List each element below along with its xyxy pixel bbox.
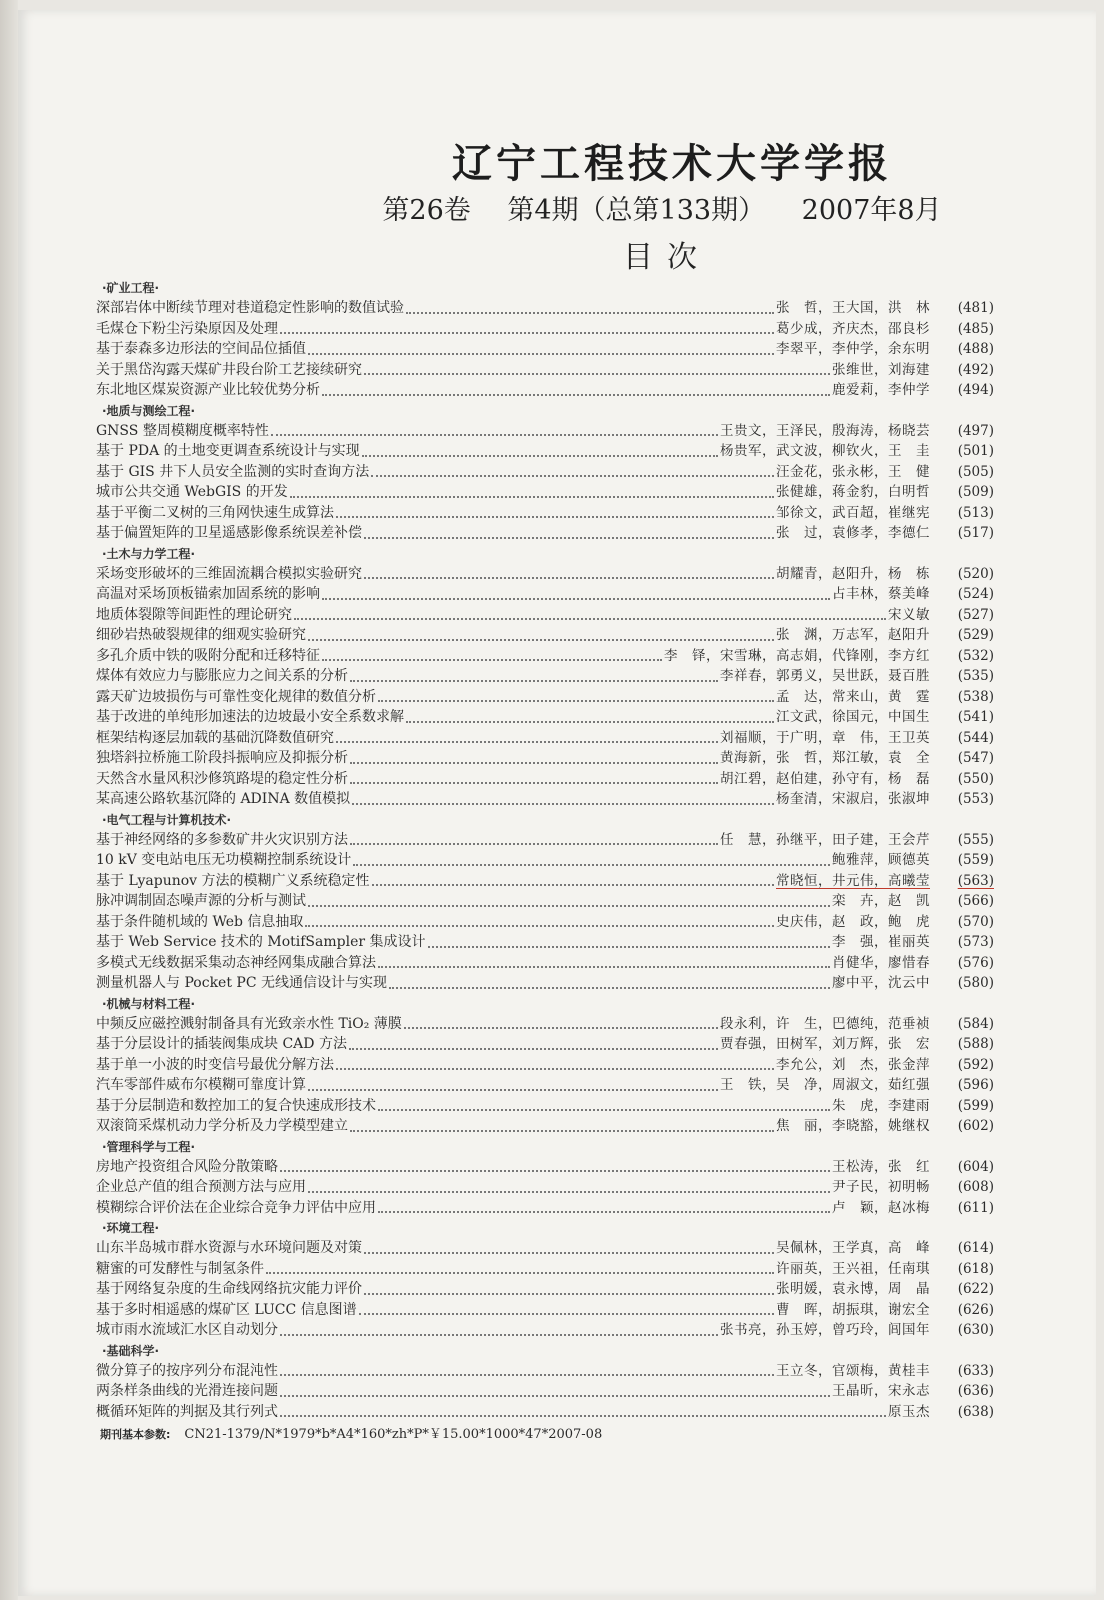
dot-leader — [378, 1109, 830, 1111]
article-authors: 张健雄，蒋金豹，白明哲 — [776, 484, 930, 500]
toc-entry[interactable] — [96, 1034, 994, 1055]
toc-entry[interactable] — [96, 973, 994, 994]
article-authors: 杨贵军，武文波，柳钦火，王 圭 — [720, 443, 930, 459]
dot-leader — [406, 721, 774, 723]
article-title: 框架结构逐层加载的基础沉降数值研究 — [96, 729, 334, 746]
toc-entry[interactable] — [96, 1198, 994, 1219]
page-number: (494) — [957, 382, 994, 398]
article-authors: 原玉杰 — [888, 1403, 930, 1420]
toc-entry[interactable] — [96, 1116, 994, 1137]
article-title: 山东半岛城市群水资源与水环境问题及对策 — [96, 1240, 362, 1256]
dot-leader — [322, 659, 662, 661]
toc-entry[interactable] — [96, 584, 994, 605]
page-number: (505) — [957, 463, 994, 480]
article-title: 城市公共交通 WebGIS 的开发 — [96, 484, 288, 500]
toc-entry[interactable] — [96, 891, 994, 912]
section-heading: ·机械与材料工程· — [102, 996, 196, 1011]
article-authors: 曹 晖，胡振琪，谢宏全 — [776, 1301, 930, 1318]
article-title: 东北地区煤炭资源产业比较优势分析 — [96, 382, 320, 398]
page-number: (524) — [957, 586, 994, 602]
toc-entry[interactable] — [96, 625, 994, 646]
toc-entry[interactable] — [96, 1238, 994, 1259]
page-number: (580) — [957, 975, 994, 991]
article-authors: 张 渊，万志军，赵阳升 — [776, 627, 930, 643]
page-number: (497) — [957, 422, 994, 439]
article-title: 基于 Lyapunov 方法的模糊广义系统稳定性 — [96, 872, 370, 889]
toc-entry[interactable] — [96, 380, 994, 401]
dot-leader — [322, 598, 830, 600]
dot-leader — [336, 1068, 774, 1070]
dot-leader — [336, 516, 774, 518]
article-title: 深部岩体中断续节理对巷道稳定性影响的数值试验 — [96, 300, 404, 316]
toc-entry[interactable] — [96, 646, 994, 667]
page-number: (599) — [957, 1097, 994, 1114]
page-number: (570) — [957, 913, 994, 930]
dot-leader — [322, 394, 830, 396]
article-authors: 王松涛，张 红 — [832, 1158, 930, 1175]
page-number: (535) — [957, 668, 994, 684]
dot-leader — [378, 700, 774, 702]
dot-leader — [280, 1415, 886, 1417]
article-authors: 栾 卉，赵 凯 — [832, 893, 930, 909]
toc-entry[interactable] — [96, 769, 994, 790]
issue-line — [110, 188, 1104, 227]
article-title: 基于 PDA 的土地变更调查系统设计与实现 — [96, 443, 360, 459]
article-authors: 王贵文，王泽民，殷海涛，杨晓芸 — [720, 422, 930, 439]
toc-entry[interactable] — [96, 523, 994, 544]
article-title: 糖蜜的可发酵性与制氢条件 — [96, 1260, 264, 1277]
page-number: (532) — [957, 647, 994, 664]
dot-leader — [308, 1191, 830, 1193]
dot-leader — [404, 1027, 718, 1029]
dot-leader — [280, 332, 774, 334]
article-title: 煤体有效应力与膨胀应力之间关系的分析 — [96, 668, 348, 684]
page-number: (481) — [957, 300, 994, 316]
section-heading: ·电气工程与计算机技术· — [102, 812, 232, 827]
dot-leader — [305, 925, 774, 927]
article-title: 汽车零部件威布尔模糊可靠度计算 — [96, 1077, 306, 1093]
toc-entry[interactable] — [96, 871, 994, 892]
article-title: 基于多时相遥感的煤矿区 LUCC 信息图谱 — [96, 1301, 357, 1318]
article-authors: 常晓恒，井元伟，高曦莹 — [776, 872, 930, 889]
article-authors: 李 铎，宋雪琳，高志娟，代锋刚，李方红 — [664, 647, 930, 664]
toc-entry[interactable] — [96, 1259, 994, 1280]
dot-leader — [266, 1272, 774, 1274]
article-authors: 黄海新，张 哲，郑江敏，袁 全 — [720, 750, 930, 766]
page-number: (608) — [957, 1179, 994, 1195]
article-title: 基于偏置矩阵的卫星遥感影像系统误差补偿 — [96, 525, 362, 541]
toc-entry[interactable] — [96, 441, 994, 462]
section-heading: ·管理科学与工程· — [102, 1139, 196, 1154]
article-authors: 王 铁，吴 净，周淑文，茹红强 — [720, 1077, 930, 1093]
article-authors: 占丰林，蔡美峰 — [832, 586, 930, 602]
page-number: (544) — [957, 729, 994, 746]
toc-entry[interactable] — [96, 1361, 994, 1382]
article-title: 概循环矩阵的判据及其行列式 — [96, 1403, 278, 1420]
article-title: 基于单一小波的时变信号最优分解方法 — [96, 1056, 334, 1073]
article-authors: 邹徐文，武百超，崔继宪 — [776, 504, 930, 521]
toc-entry[interactable] — [96, 748, 994, 769]
page-number: (573) — [957, 934, 994, 950]
toc-entry[interactable] — [96, 728, 994, 749]
page-number: (566) — [957, 893, 994, 909]
toc-entry[interactable] — [96, 789, 994, 810]
page-number: (563) — [957, 872, 994, 889]
article-title: 基于神经网络的多参数矿井火灾识别方法 — [96, 831, 348, 848]
article-authors: 张书亮，孙玉婷，曾巧玲，闾国年 — [720, 1322, 930, 1338]
dot-leader — [364, 1252, 774, 1254]
article-title: 基于条件随机域的 Web 信息抽取 — [96, 913, 304, 930]
toc-entry[interactable] — [96, 421, 994, 442]
article-title: 某高速公路软基沉降的 ADINA 数值模拟 — [96, 791, 351, 807]
journal-title: 辽宁工程技术大学学报 — [452, 140, 892, 187]
dot-leader — [350, 782, 718, 784]
journal-parameters — [96, 1424, 994, 1446]
article-title: 企业总产值的组合预测方法与应用 — [96, 1179, 306, 1195]
article-title: 独塔斜拉桥施工阶段抖振响应及抑振分析 — [96, 750, 348, 766]
dot-leader — [308, 639, 774, 641]
dot-leader — [280, 1170, 830, 1172]
dot-leader — [378, 966, 830, 968]
section-heading: ·基础科学· — [102, 1343, 160, 1358]
page-number: (485) — [957, 320, 994, 337]
page-number: (509) — [957, 484, 994, 500]
dot-leader — [364, 577, 774, 579]
page-number: (592) — [957, 1056, 994, 1073]
article-authors: 李祥春，郭勇义，吴世跃，聂百胜 — [720, 668, 930, 684]
toc-entry[interactable] — [96, 953, 994, 974]
article-authors: 李 强，崔丽英 — [832, 934, 930, 950]
article-title: 基于泰森多边形法的空间品位插值 — [96, 341, 306, 357]
toc-entry[interactable] — [96, 1300, 994, 1321]
article-authors: 史庆伟，赵 政，鲍 虎 — [776, 913, 930, 930]
article-title: 房地产投资组合风险分散策略 — [96, 1158, 278, 1175]
article-authors: 王立冬，官颂梅，黄桂丰 — [776, 1362, 930, 1379]
toc-entry[interactable] — [96, 1402, 994, 1423]
dot-leader — [308, 905, 830, 907]
page-number: (602) — [957, 1118, 994, 1134]
article-authors: 尹子民，初明畅 — [832, 1179, 930, 1195]
page-number: (550) — [957, 770, 994, 787]
toc-entry[interactable] — [96, 687, 994, 708]
article-authors: 朱 虎，李建雨 — [832, 1097, 930, 1114]
toc-entry[interactable] — [96, 912, 994, 933]
toc-entry[interactable] — [96, 1014, 994, 1035]
volume-number: 第26卷 — [382, 195, 471, 226]
page-number: (527) — [957, 606, 994, 623]
page-number: (584) — [957, 1015, 994, 1032]
dot-leader — [378, 1211, 830, 1213]
dot-leader — [353, 864, 830, 866]
page-number: (576) — [957, 954, 994, 971]
issue-date: 2007年8月 — [801, 195, 942, 226]
section-heading: ·地质与测绘工程· — [102, 403, 196, 418]
article-authors: 胡江碧，赵伯建，孙守有，杨 磊 — [720, 770, 930, 787]
dot-leader — [336, 741, 718, 743]
page-spine-shadow — [0, 0, 18, 1600]
page-number: (492) — [957, 361, 994, 378]
toc-entry[interactable] — [96, 1055, 994, 1076]
article-authors: 杨奎清，宋淑启，张淑坤 — [776, 791, 930, 807]
article-authors: 胡耀青，赵阳升，杨 栋 — [776, 565, 930, 582]
toc-entry[interactable] — [96, 1157, 994, 1178]
dot-leader — [280, 1374, 774, 1376]
issue-number: 第4期（总第133期） — [507, 195, 766, 226]
article-authors: 鹿爱莉，李仲学 — [832, 382, 930, 398]
page-number: (517) — [957, 525, 994, 541]
dot-leader — [349, 1048, 718, 1050]
article-title: 10 kV 变电站电压无功模糊控制系统设计 — [96, 852, 352, 868]
article-title: 细砂岩热破裂规律的细观实验研究 — [96, 627, 306, 643]
article-authors: 葛少成，齐庆杰，邵良杉 — [776, 320, 930, 337]
article-authors: 李允公，刘 杰，张金萍 — [776, 1056, 930, 1073]
dot-leader — [350, 762, 718, 764]
article-authors: 吴佩林，王学真，高 峰 — [776, 1240, 930, 1256]
page-number: (626) — [957, 1301, 994, 1318]
toc-entry[interactable] — [96, 1279, 994, 1300]
page-number: (559) — [957, 852, 994, 868]
page-number: (588) — [957, 1036, 994, 1052]
article-title: 基于改进的单纯形加速法的边坡最小安全系数求解 — [96, 709, 404, 725]
dot-leader — [406, 312, 774, 314]
article-title: 基于 Web Service 技术的 MotifSampler 集成设计 — [96, 934, 426, 950]
article-authors: 张明媛，袁永博，周 晶 — [776, 1281, 930, 1297]
dot-leader — [308, 353, 774, 355]
article-title: 基于 GIS 井下人员安全监测的实时查询方法 — [96, 463, 370, 480]
article-authors: 张 哲，王大国，洪 林 — [776, 300, 930, 316]
section-heading: ·矿业工程· — [102, 281, 160, 295]
page-number: (596) — [957, 1077, 994, 1093]
page-number: (547) — [957, 750, 994, 766]
article-title: 地质体裂隙等间距性的理论研究 — [96, 606, 292, 623]
toc-entry[interactable] — [96, 503, 994, 524]
toc-entry[interactable] — [96, 666, 994, 687]
page-number: (630) — [957, 1322, 994, 1338]
article-title: 中频反应磁控溅射制备具有光致亲水性 TiO₂ 薄膜 — [96, 1015, 402, 1032]
article-title: 关于黑岱沟露天煤矿井段台阶工艺接续研究 — [96, 361, 362, 378]
article-authors: 汪金花，张永彬，王 健 — [776, 463, 930, 480]
article-authors: 贾春强，田树军，刘万辉，张 宏 — [720, 1036, 930, 1052]
article-title: 多孔介质中铁的吸附分配和迁移特征 — [96, 647, 320, 664]
page-number: (636) — [957, 1383, 994, 1399]
page-number: (513) — [957, 504, 994, 521]
toc-title: 目次 — [623, 240, 711, 275]
dot-leader — [389, 987, 830, 989]
article-authors: 宋义敏 — [888, 606, 930, 623]
toc-entry[interactable] — [96, 462, 994, 483]
toc-entry[interactable] — [96, 1096, 994, 1117]
page-number: (553) — [957, 791, 994, 807]
page-number: (611) — [957, 1199, 994, 1216]
dot-leader — [371, 475, 774, 477]
article-authors: 江文武，徐国元，中国生 — [776, 709, 930, 725]
article-authors: 李翠平，李仲学，余东明 — [776, 341, 930, 357]
article-authors: 段永利，许 生，巴德纯，范垂祯 — [720, 1015, 930, 1032]
toc-entry[interactable] — [96, 319, 994, 340]
toc-entry[interactable] — [96, 339, 994, 360]
dot-leader — [350, 843, 718, 845]
article-authors: 卢 颖，赵冰梅 — [832, 1199, 930, 1216]
dot-leader — [352, 803, 774, 805]
dot-leader — [350, 1130, 774, 1132]
article-title: 城市雨水流域汇水区自动划分 — [96, 1322, 278, 1338]
article-authors: 鲍雅萍，顾德英 — [832, 852, 930, 868]
article-title: 基于网络复杂度的生命线网络抗灾能力评价 — [96, 1281, 362, 1297]
dot-leader — [364, 1293, 774, 1295]
toc-entry[interactable] — [96, 850, 994, 871]
dot-leader — [372, 884, 774, 886]
article-authors: 焦 丽，李晓豁，姚继权 — [776, 1118, 930, 1134]
article-authors: 任 慧，孙继平，田子建，王会芹 — [720, 831, 930, 848]
article-title: 双滚筒采煤机动力学分析及力学模型建立 — [96, 1118, 348, 1134]
article-authors: 肖健华，廖惜春 — [832, 954, 930, 971]
article-title: 两条样条曲线的光滑连接问题 — [96, 1383, 278, 1399]
parameters-value: CN21-1379/N*1979*b*A4*160*zh*P*￥15.00*1000*47*2007-08 — [184, 1427, 603, 1442]
page-number: (555) — [957, 831, 994, 848]
page-number: (520) — [957, 565, 994, 582]
dot-leader — [350, 680, 718, 682]
article-title: 脉冲调制固态噪声源的分析与测试 — [96, 893, 306, 909]
article-title: 高温对采场顶板锚索加固系统的影响 — [96, 586, 320, 602]
dot-leader — [271, 434, 718, 436]
article-title: 基于分层制造和数控加工的复合快速成形技术 — [96, 1097, 376, 1114]
toc-entry[interactable] — [96, 1320, 994, 1341]
parameters-label: 期刊基本参数: — [100, 1428, 171, 1441]
article-title: 露天矿边坡损伤与可靠性变化规律的数值分析 — [96, 688, 376, 705]
page-number: (501) — [957, 443, 994, 459]
article-authors: 许丽英，王兴祖，任南琪 — [776, 1260, 930, 1277]
dot-leader — [359, 1313, 774, 1315]
page-number: (614) — [957, 1240, 994, 1256]
dot-leader — [308, 1089, 718, 1091]
article-authors: 廖中平，沈云中 — [832, 975, 930, 991]
article-authors: 王晶昕，宋永志 — [832, 1383, 930, 1399]
article-title: GNSS 整周模糊度概率特性 — [96, 422, 269, 439]
page-number: (618) — [957, 1260, 994, 1277]
article-title: 毛煤仓下粉尘污染原因及处理 — [96, 320, 278, 337]
dot-leader — [364, 373, 830, 375]
toc-entry[interactable] — [96, 360, 994, 381]
article-title: 模糊综合评价法在企业综合竞争力评估中应用 — [96, 1199, 376, 1216]
article-authors: 张 过，袁修孝，李德仁 — [776, 525, 930, 541]
dot-leader — [362, 455, 718, 457]
dot-leader — [290, 496, 774, 498]
page-number: (488) — [957, 341, 994, 357]
article-title: 微分算子的按序列分布混沌性 — [96, 1362, 278, 1379]
toc-entry[interactable] — [96, 1075, 994, 1096]
article-title: 天然含水量风积沙修筑路堤的稳定性分析 — [96, 770, 348, 787]
article-title: 基于分层设计的插装阀集成块 CAD 方法 — [96, 1036, 347, 1052]
page-number: (529) — [957, 627, 994, 643]
toc-entry[interactable] — [96, 1177, 994, 1198]
article-title: 采场变形破坏的三维固流耦合模拟实验研究 — [96, 565, 362, 582]
toc-entry[interactable] — [96, 605, 994, 626]
page-number: (538) — [957, 688, 994, 705]
toc-entry[interactable] — [96, 564, 994, 585]
toc-entry[interactable] — [96, 707, 994, 728]
table-of-contents — [96, 278, 994, 1446]
toc-entry[interactable] — [96, 298, 994, 319]
dot-leader — [428, 946, 830, 948]
page-number: (638) — [957, 1403, 994, 1420]
article-title: 测量机器人与 Pocket PC 无线通信设计与实现 — [96, 975, 387, 991]
toc-entry[interactable] — [96, 830, 994, 851]
page-number: (604) — [957, 1158, 994, 1175]
dot-leader — [294, 618, 886, 620]
dot-leader — [280, 1395, 830, 1397]
toc-entry[interactable] — [96, 482, 994, 503]
section-heading: ·土木与力学工程· — [102, 546, 196, 561]
page-number: (622) — [957, 1281, 994, 1297]
toc-entry[interactable] — [96, 932, 994, 953]
page-number: (541) — [957, 709, 994, 725]
article-title: 多模式无线数据采集动态神经网集成融合算法 — [96, 954, 376, 971]
dot-leader — [280, 1334, 718, 1336]
page-number: (633) — [957, 1362, 994, 1379]
article-title: 基于平衡二叉树的三角网快速生成算法 — [96, 504, 334, 521]
article-authors: 刘福顺，于广明，章 伟，王卫英 — [720, 729, 930, 746]
section-heading: ·环境工程· — [102, 1221, 160, 1235]
article-authors: 孟 达，常来山，黄 霆 — [776, 688, 930, 705]
toc-entry[interactable] — [96, 1381, 994, 1402]
dot-leader — [364, 537, 774, 539]
article-authors: 张维世，刘海建 — [832, 361, 930, 378]
